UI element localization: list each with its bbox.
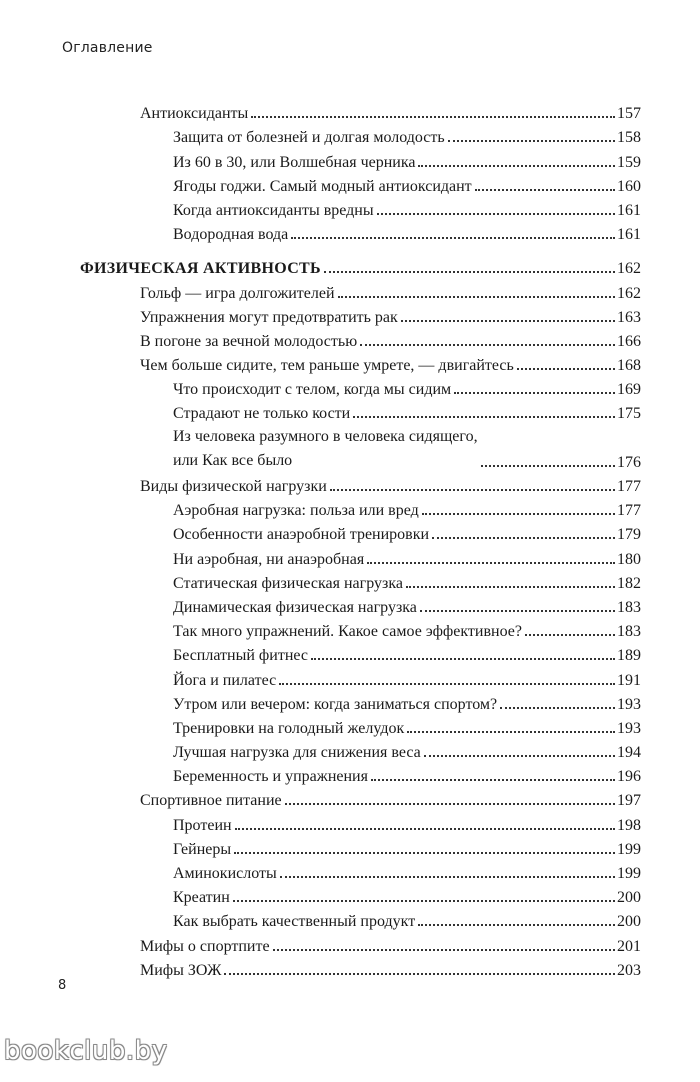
toc-entry-title-line: Лучшая нагрузка для снижения веса (173, 744, 421, 762)
dot-leader (324, 271, 615, 273)
toc-entry-page: 169 (617, 381, 641, 399)
toc-entry-title-line: Мифы о спортпите (140, 937, 270, 955)
toc-entry-title (173, 379, 451, 400)
toc-entry-title (173, 500, 419, 521)
toc-entry (0, 594, 700, 618)
toc-entry-page: 193 (617, 719, 641, 737)
toc-entry-page: 199 (617, 865, 641, 883)
toc-entry-page: 176 (617, 453, 641, 471)
toc-entry-page: 203 (617, 961, 641, 979)
toc-entry (0, 473, 700, 497)
dot-leader (525, 634, 615, 636)
dot-leader (418, 165, 615, 167)
toc-entry-title (140, 476, 327, 497)
toc-entry-title (140, 307, 398, 328)
dot-leader (371, 779, 615, 781)
toc-entry-page: 183 (617, 623, 641, 641)
toc-entry-title (173, 127, 445, 148)
page-number: 8 (58, 978, 67, 993)
toc-entry-page: 200 (617, 889, 641, 907)
toc-entry-title-line: Гольф — игра долгожителей (140, 284, 335, 302)
toc-entry-title (173, 200, 374, 221)
toc-entry-page: 159 (617, 153, 641, 171)
toc-entry-title-line: Ягоды годжи. Самый модный антиоксидант (173, 177, 472, 195)
dot-leader (454, 392, 615, 394)
toc-entry-title-line: В погоне за вечной молодостью (140, 332, 358, 350)
dot-leader (422, 513, 615, 515)
toc-entry-title (173, 403, 350, 424)
toc-entry-page: 177 (617, 478, 641, 496)
dot-leader (279, 683, 615, 685)
toc-entry-title-line: Чем больше сидите, тем раньше умрете, — двигайтесь (140, 357, 514, 375)
toc-entry-title (140, 355, 514, 376)
dot-leader (311, 658, 615, 660)
toc-entry-page: 191 (617, 671, 641, 689)
toc-entry-title-line: Когда антиоксиданты вредны (173, 201, 374, 219)
dot-leader (475, 189, 615, 191)
toc-entry (0, 836, 700, 860)
toc-entry-title-line: Ни аэробная, ни анаэробная (173, 550, 365, 568)
toc-entry-title-line: Особенности анаэробной тренировки (173, 526, 430, 544)
toc-entry (0, 521, 700, 545)
toc-entry-title (173, 766, 368, 787)
toc-entry-title-line: Утром или вечером: когда заниматься спортом? (173, 695, 498, 713)
toc-entry-page: 201 (617, 937, 641, 955)
toc-entry-title-line: Антиоксиданты (140, 105, 249, 123)
dot-leader (500, 707, 615, 709)
toc-entry-title (173, 670, 276, 691)
toc-entry (0, 545, 700, 569)
dot-leader (424, 755, 615, 757)
toc-entry-title-line: Йога и пилатес (173, 671, 277, 689)
toc-entry (0, 255, 700, 279)
toc-entry-page: 177 (617, 502, 641, 520)
toc-entry (0, 666, 700, 690)
toc-entry (0, 642, 700, 666)
dot-leader (251, 116, 615, 118)
toc-entry-title (173, 694, 497, 715)
toc-entry-title-line: Спортивное питание (140, 792, 282, 810)
toc-entry-page: 158 (617, 129, 641, 147)
toc-entry-page: 168 (617, 357, 641, 375)
toc-entry-title-line: Беременность и упражнения (173, 768, 368, 786)
toc-entry (0, 763, 700, 787)
toc-entry (0, 570, 700, 594)
toc-entry (0, 400, 700, 424)
toc-entry-page: 196 (617, 768, 641, 786)
dot-leader (233, 900, 615, 902)
watermark: bookclub.by (4, 1036, 168, 1066)
dot-leader (285, 803, 615, 805)
toc-entry-title-line: Защита от болезней и долгая молодость (173, 129, 445, 147)
toc-entry-page: 166 (617, 332, 641, 350)
toc-entry-title-line: Динамическая физическая нагрузка (173, 598, 417, 616)
toc-entry-title (140, 936, 270, 957)
toc-entry (0, 173, 700, 197)
toc-entry-page: 179 (617, 526, 641, 544)
dot-leader (377, 213, 615, 215)
dot-leader (360, 344, 615, 346)
toc-entry-title (173, 839, 231, 860)
toc-entry-page: 199 (617, 840, 641, 858)
toc-entry-title-line: Из человека разумного в человека сидящего, (173, 427, 478, 445)
toc-entry (0, 148, 700, 172)
toc-entry (0, 100, 700, 124)
toc-entry-title (173, 224, 288, 245)
toc-entry-page: 194 (617, 744, 641, 762)
toc-entry (0, 739, 700, 763)
toc-entry (0, 908, 700, 932)
toc-entry-page: 175 (617, 405, 641, 423)
toc-entry-title (173, 621, 522, 642)
toc-entry-title (173, 425, 478, 473)
toc-entry (0, 932, 700, 956)
toc-entry-title-line: Аминокислоты (173, 865, 277, 883)
dot-leader (406, 586, 615, 588)
dot-leader (432, 537, 615, 539)
table-of-contents (0, 100, 700, 981)
toc-entry (0, 811, 700, 835)
toc-entry-title-line: Статическая физическая нагрузка (173, 574, 403, 592)
dot-leader (330, 489, 615, 491)
toc-entry-page: 161 (617, 226, 641, 244)
toc-entry-title (173, 176, 472, 197)
running-head: Оглавление (62, 40, 153, 56)
dot-leader (367, 562, 615, 564)
toc-entry (0, 957, 700, 981)
toc-entry (0, 618, 700, 642)
toc-entry-title (173, 911, 415, 932)
dot-leader (273, 949, 615, 951)
dot-leader (407, 731, 615, 733)
toc-entry-title-line: Так много упражнений. Какое самое эффективное? (173, 623, 522, 641)
toc-entry-title-line: Страдают не только кости (173, 405, 351, 423)
toc-entry-title (80, 258, 321, 279)
toc-entry (0, 221, 700, 245)
toc-entry-title (140, 790, 282, 811)
toc-entry-title-line: Протеин (173, 816, 232, 834)
toc-entry-page: 193 (617, 695, 641, 713)
toc-entry (0, 124, 700, 148)
toc-entry (0, 376, 700, 400)
toc-entry (0, 424, 700, 472)
toc-entry-title (173, 718, 404, 739)
toc-entry-title (140, 103, 248, 124)
toc-entry (0, 691, 700, 715)
dot-leader (401, 320, 615, 322)
toc-entry-title (173, 597, 417, 618)
toc-entry-title-line: Упражнения могут предотвратить рак (140, 308, 398, 326)
toc-entry-title (173, 863, 277, 884)
toc-entry-page: 197 (617, 792, 641, 810)
toc-entry-title-line: Из 60 в 30, или Волшебная черника (173, 153, 416, 171)
dot-leader (420, 610, 615, 612)
toc-entry (0, 328, 700, 352)
toc-entry-title (173, 549, 364, 570)
toc-entry (0, 497, 700, 521)
toc-entry-page: 162 (617, 284, 641, 302)
toc-entry-page: 160 (617, 177, 641, 195)
toc-entry (0, 352, 700, 376)
dot-leader (235, 828, 615, 830)
toc-entry-title-line: Аэробная нагрузка: польза или вред (173, 502, 419, 520)
toc-entry-title-line: или Как все было (173, 451, 293, 469)
toc-entry-title (173, 152, 415, 173)
toc-entry-title-line: Водородная вода (173, 226, 289, 244)
toc-entry-title (140, 283, 335, 304)
toc-entry-title-line: Бесплатный фитнес (173, 647, 308, 665)
toc-entry-page: 182 (617, 574, 641, 592)
toc-entry (0, 884, 700, 908)
dot-leader (353, 416, 615, 418)
dot-leader (448, 140, 615, 142)
toc-entry-title-line: Тренировки на голодный желудок (173, 719, 405, 737)
toc-entry-page: 200 (617, 913, 641, 931)
toc-entry-page: 183 (617, 598, 641, 616)
toc-entry (0, 197, 700, 221)
dot-leader (517, 368, 615, 370)
toc-entry-page: 189 (617, 647, 641, 665)
dot-leader (234, 852, 615, 854)
dot-leader (291, 237, 615, 239)
toc-entry-title (173, 573, 403, 594)
toc-entry (0, 279, 700, 303)
toc-entry-title-line: Виды физической нагрузки (140, 478, 327, 496)
toc-entry-page: 157 (617, 105, 641, 123)
dot-leader (224, 973, 615, 975)
toc-entry-page: 163 (617, 308, 641, 326)
toc-entry-page: 162 (617, 260, 641, 278)
toc-entry-title-line: Креатин (173, 889, 230, 907)
toc-entry (0, 787, 700, 811)
dot-leader (418, 924, 615, 926)
toc-entry (0, 860, 700, 884)
toc-entry-title (140, 960, 221, 981)
dot-leader (280, 876, 615, 878)
toc-entry-title (173, 742, 421, 763)
toc-entry-page: 161 (617, 201, 641, 219)
toc-entry-title (173, 815, 232, 836)
toc-entry-title (173, 645, 308, 666)
toc-entry-title (173, 887, 230, 908)
toc-entry-title-line: Что происходит с телом, когда мы сидим (173, 381, 452, 399)
toc-entry-title-line: ФИЗИЧЕСКАЯ АКТИВНОСТЬ (80, 260, 321, 278)
toc-entry-page: 180 (617, 550, 641, 568)
toc-entry-title-line: Мифы ЗОЖ (140, 961, 222, 979)
dot-leader (481, 465, 615, 467)
toc-entry-title (140, 331, 357, 352)
dot-leader (338, 296, 615, 298)
toc-entry-title (173, 524, 429, 545)
toc-entry-page: 198 (617, 816, 641, 834)
toc-entry-title-line: Гейнеры (173, 840, 232, 858)
toc-entry-title-line: Как выбрать качественный продукт (173, 913, 416, 931)
toc-entry (0, 304, 700, 328)
toc-entry (0, 715, 700, 739)
